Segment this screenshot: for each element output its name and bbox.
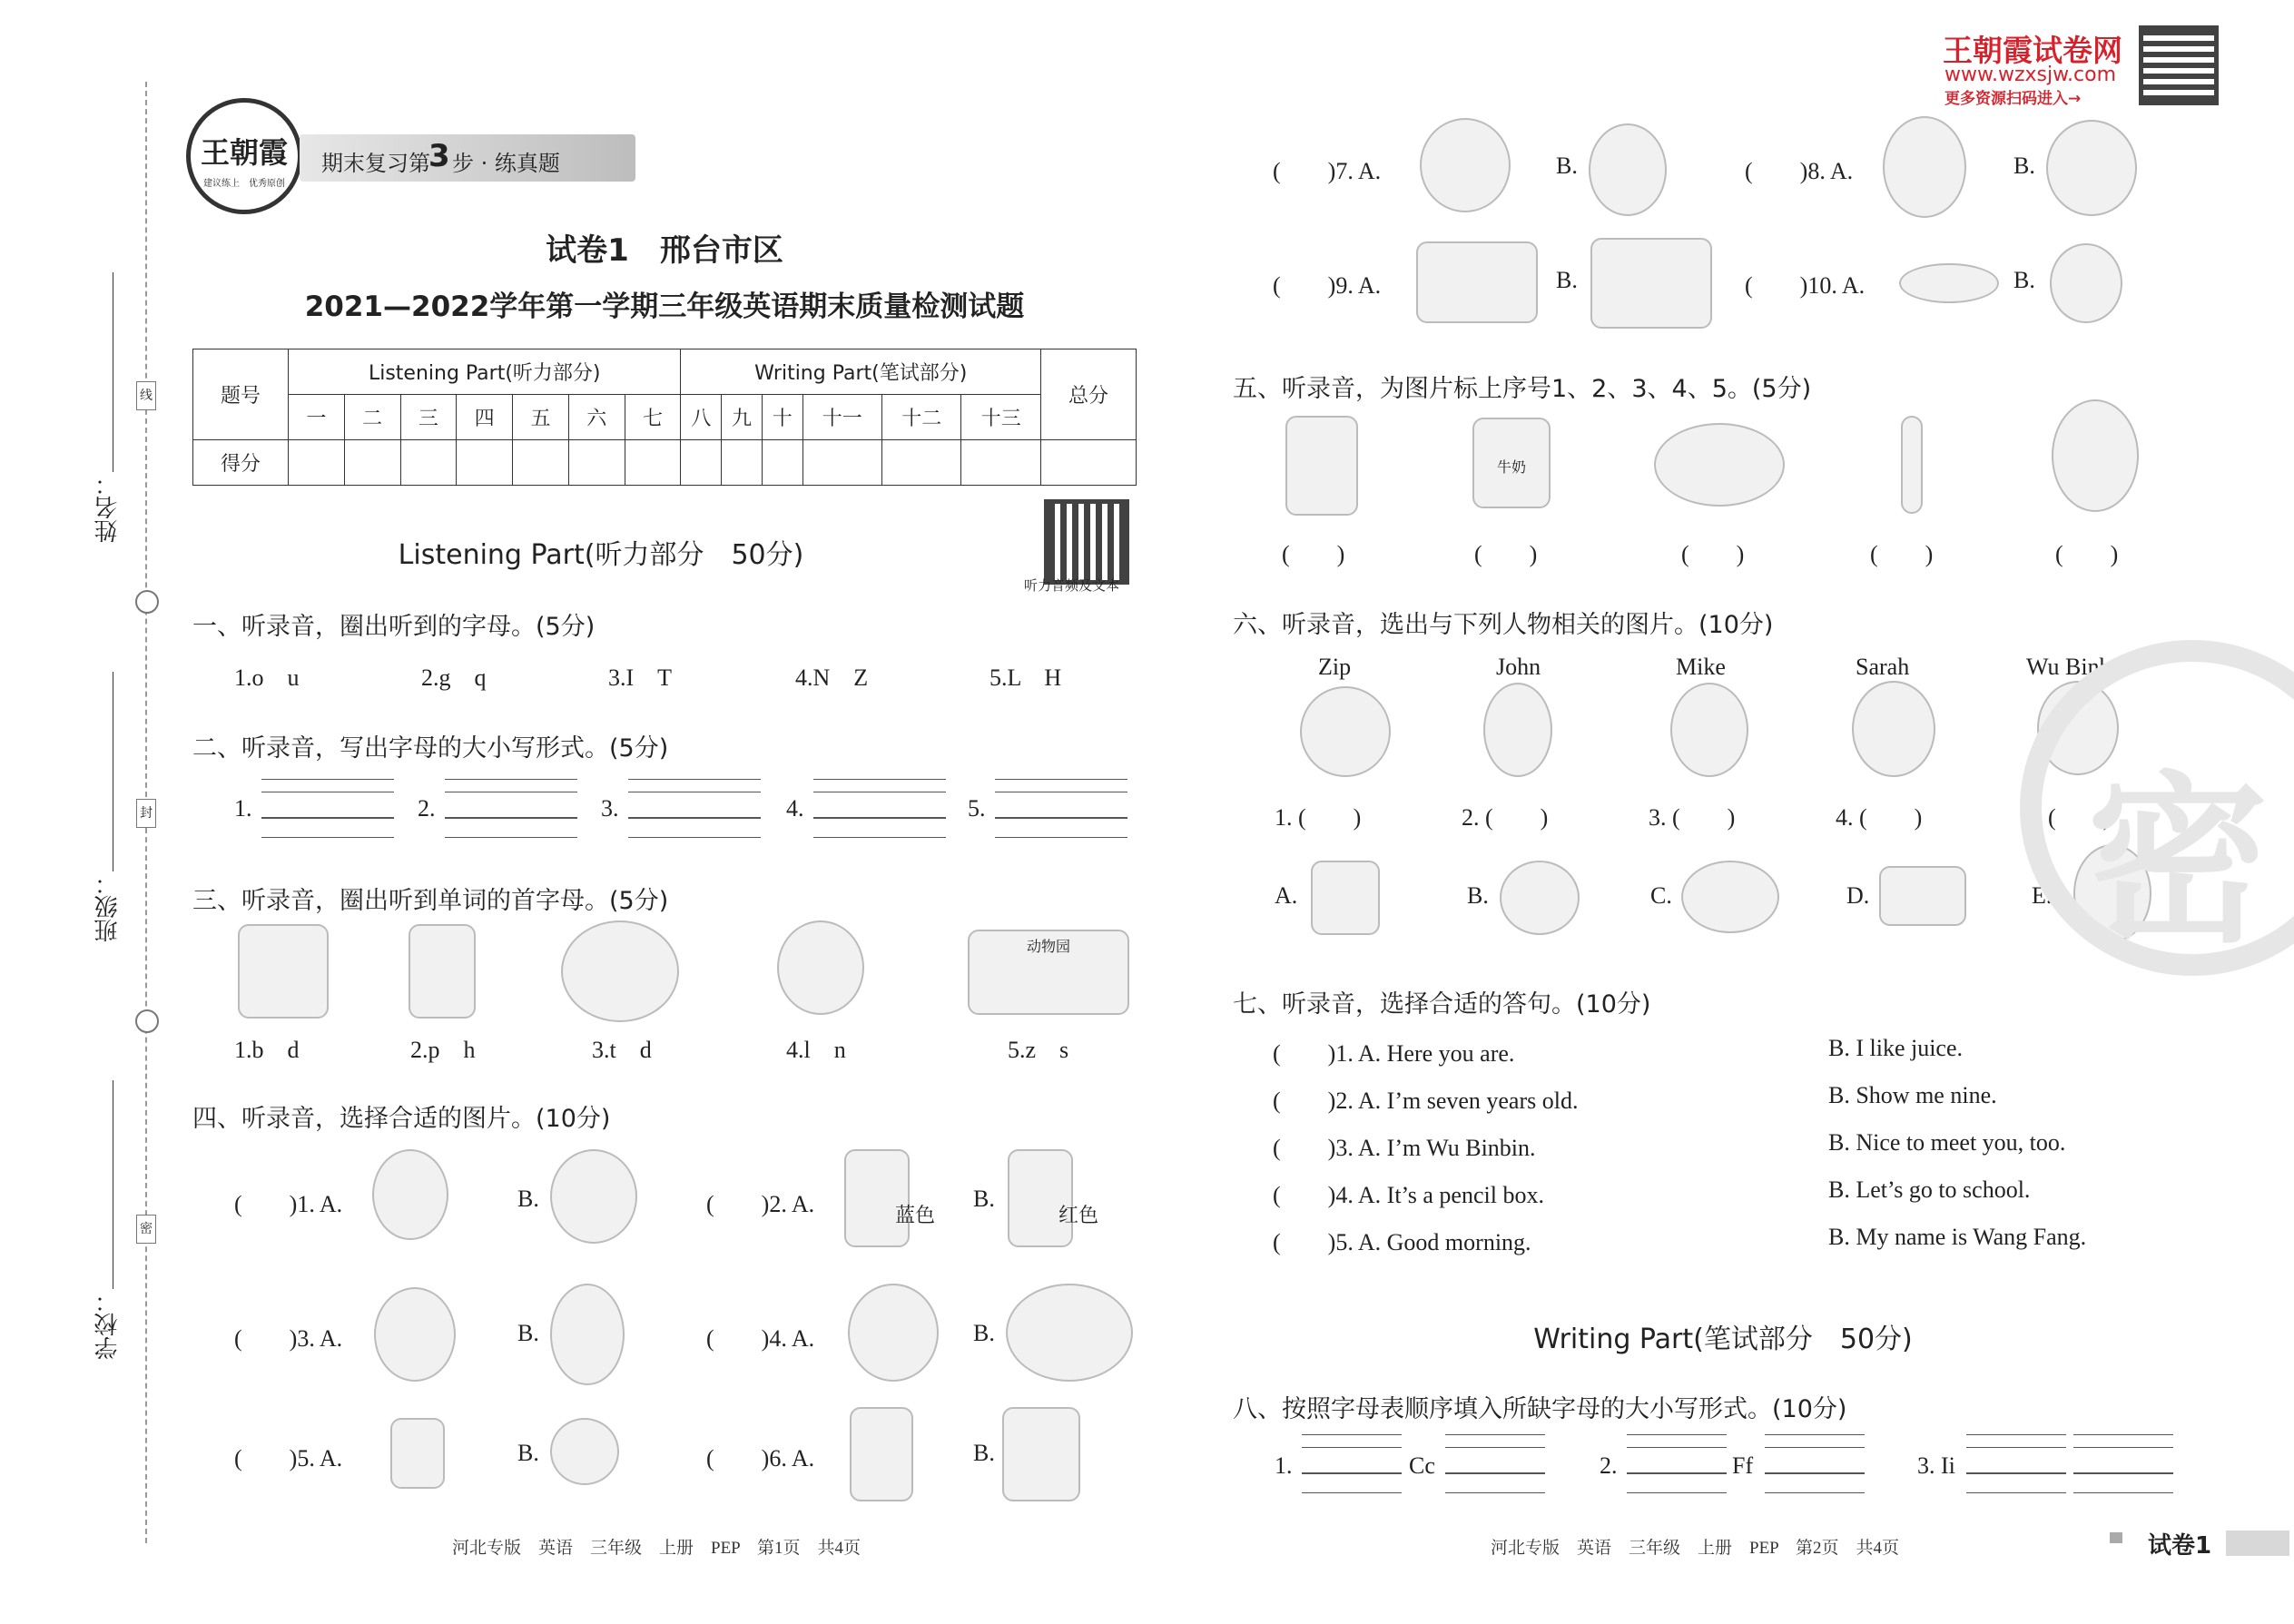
brand-url[interactable]: www.wzxsjw.com bbox=[1944, 64, 2117, 86]
score-col: 十一 bbox=[802, 395, 881, 440]
score-col: 五 bbox=[513, 395, 569, 440]
score-table bbox=[192, 349, 1137, 486]
s5-blank[interactable]: ( ) bbox=[1870, 541, 1934, 567]
s4-4b-picture bbox=[1006, 1284, 1133, 1382]
s3-item[interactable]: 4.l n bbox=[786, 1037, 846, 1063]
s8-item-number: 1. bbox=[1275, 1452, 1293, 1479]
score-col: 一 bbox=[289, 395, 345, 440]
s1-item[interactable]: 2.g q bbox=[421, 664, 487, 691]
s4-6a-picture bbox=[850, 1407, 913, 1501]
s4-item-1[interactable]: ( )1. A. bbox=[234, 1191, 343, 1217]
s4-8b-picture bbox=[2046, 120, 2137, 216]
s1-item[interactable]: 5.L H bbox=[989, 664, 1062, 691]
s6-option-d: D. bbox=[1846, 882, 1870, 909]
s6-option-b: B. bbox=[1467, 882, 1489, 909]
score-col: 四 bbox=[457, 395, 513, 440]
s4-item-5[interactable]: ( )5. A. bbox=[234, 1445, 343, 1471]
bird-picture bbox=[1500, 861, 1580, 935]
eggs-picture bbox=[1899, 263, 1999, 303]
s3-item[interactable]: 2.p h bbox=[410, 1037, 476, 1063]
s4-4b-label: B. bbox=[973, 1320, 995, 1346]
footer-right: 河北专版 英语 三年级 上册 PEP 第2页 共4页 bbox=[1491, 1539, 1900, 1558]
milk-carton-picture bbox=[1472, 418, 1551, 508]
s7-row-a[interactable]: ( )5. A. Good morning. bbox=[1273, 1229, 1531, 1255]
john-picture bbox=[1483, 683, 1552, 777]
blue-color-label: 蓝色 bbox=[895, 1205, 936, 1227]
footer-tag-marker bbox=[2110, 1532, 2122, 1543]
s2-item-number: 4. bbox=[786, 795, 804, 822]
section-6-title: 六、听录音，选出与下列人物相关的图片。(10分) bbox=[1233, 611, 1774, 639]
score-cell[interactable] bbox=[513, 440, 569, 486]
character-name-mike: Mike bbox=[1676, 654, 1726, 680]
s8-given-letter: Cc bbox=[1409, 1452, 1435, 1479]
character-name-sarah: Sarah bbox=[1856, 654, 1910, 680]
step-banner bbox=[300, 134, 635, 182]
s2-item-number: 2. bbox=[418, 795, 436, 822]
seal-watermark-text: 密 bbox=[2086, 756, 2269, 968]
score-col: 三 bbox=[400, 395, 457, 440]
name-label: 姓名： bbox=[94, 472, 122, 543]
section-2-title: 二、听录音，写出字母的大小写形式。(5分) bbox=[192, 734, 669, 763]
s5-blank[interactable]: ( ) bbox=[1282, 541, 1345, 567]
step-number: 3 bbox=[428, 138, 450, 174]
s8-given-letter: Ff bbox=[1732, 1452, 1754, 1479]
section-4-title: 四、听录音，选择合适的图片。(10分) bbox=[192, 1105, 611, 1133]
score-cell[interactable] bbox=[344, 440, 400, 486]
section-5-title: 五、听录音，为图片标上序号1、2、3、4、5。(5分) bbox=[1233, 375, 1812, 403]
s5-blank[interactable]: ( ) bbox=[2055, 541, 2119, 567]
s4-3b-label: B. bbox=[517, 1320, 539, 1346]
s4-8a-picture bbox=[1883, 116, 1966, 218]
s8-item-number: 3. Ii bbox=[1917, 1452, 1955, 1479]
milk-label: 牛奶 bbox=[1496, 458, 1526, 476]
boy-touch-picture bbox=[561, 920, 679, 1022]
pencil-picture bbox=[1901, 416, 1923, 514]
binding-hole bbox=[135, 590, 159, 614]
pizza-picture bbox=[1681, 861, 1779, 933]
section-1-title: 一、听录音，圈出听到的字母。(5分) bbox=[192, 613, 596, 641]
s6-option-c: C. bbox=[1650, 882, 1672, 909]
s4-item-8[interactable]: ( )8. A. bbox=[1745, 158, 1854, 184]
bread-picture bbox=[550, 1418, 619, 1485]
score-cell[interactable] bbox=[457, 440, 513, 486]
duck-picture bbox=[238, 924, 329, 1019]
s7-row-b[interactable]: B. Let’s go to school. bbox=[1828, 1176, 2031, 1203]
score-cell[interactable] bbox=[961, 440, 1041, 486]
hand-picture bbox=[1285, 416, 1358, 516]
step-label: 期末复习第 bbox=[321, 151, 430, 176]
s4-1b-picture bbox=[550, 1149, 637, 1244]
glass-picture bbox=[390, 1418, 445, 1489]
brand-seal-text: 王朝霞 bbox=[200, 135, 288, 170]
pencil-boxes-picture bbox=[1590, 238, 1712, 329]
section-3-title: 三、听录音，圈出听到单词的首字母。(5分) bbox=[192, 887, 669, 915]
s4-7a-picture bbox=[1420, 118, 1511, 212]
crayons-picture bbox=[1416, 241, 1538, 323]
seal-mark-mi: 密 bbox=[136, 1215, 156, 1244]
s3-item[interactable]: 1.b d bbox=[234, 1037, 300, 1063]
s4-5b-label: B. bbox=[517, 1440, 539, 1466]
red-color-label: 红色 bbox=[1058, 1205, 1099, 1227]
score-col: 十 bbox=[762, 395, 802, 440]
zip-picture bbox=[1300, 686, 1391, 777]
footer-paper-tag: 试卷1 bbox=[2148, 1532, 2212, 1560]
s7-row-b[interactable]: B. My name is Wang Fang. bbox=[1828, 1224, 2087, 1250]
footer-tag-bar bbox=[2226, 1530, 2289, 1556]
score-cell[interactable] bbox=[625, 440, 681, 486]
s8-item-number: 2. bbox=[1600, 1452, 1618, 1479]
score-cell[interactable] bbox=[1041, 440, 1137, 486]
score-table-header: 题号 bbox=[193, 349, 289, 440]
s4-9b-label: B. bbox=[1556, 267, 1578, 293]
character-name-john: John bbox=[1496, 654, 1541, 680]
footer-left: 河北专版 英语 三年级 上册 PEP 第1页 共4页 bbox=[452, 1539, 861, 1558]
zoo-sign-text: 动物园 bbox=[1026, 938, 1070, 955]
character-name-zip: Zip bbox=[1318, 654, 1352, 680]
s7-row-a[interactable]: ( )4. A. It’s a pencil box. bbox=[1273, 1182, 1544, 1208]
score-col: 二 bbox=[344, 395, 400, 440]
score-table-writing: Writing Part(笔试部分) bbox=[681, 349, 1041, 395]
s1-item[interactable]: 1.o u bbox=[234, 664, 300, 691]
s4-1b-label: B. bbox=[517, 1186, 539, 1212]
s4-6b-label: B. bbox=[973, 1440, 995, 1466]
s4-1a-picture bbox=[372, 1149, 448, 1240]
school-label: 学校： bbox=[94, 1289, 122, 1360]
s4-item-10[interactable]: ( )10. A. bbox=[1745, 272, 1866, 299]
s4-2b-label: B. bbox=[973, 1186, 995, 1212]
score-cell[interactable] bbox=[289, 440, 345, 486]
s4-4a-picture bbox=[848, 1284, 939, 1382]
s7-row-a[interactable]: ( )2. A. I’m seven years old. bbox=[1273, 1088, 1579, 1114]
s6-option-a: A. bbox=[1275, 882, 1298, 909]
s6-blank[interactable]: 4. ( ) bbox=[1836, 804, 1923, 831]
step-suffix: 步 · 练真题 bbox=[452, 151, 560, 176]
brand-seal-logo bbox=[186, 98, 302, 214]
brand-cta[interactable]: 更多资源扫码进入→ bbox=[1944, 90, 2082, 108]
score-row-label: 得分 bbox=[193, 440, 289, 486]
pig-picture bbox=[1654, 423, 1785, 507]
writing-heading: Writing Part(笔试部分 50分) bbox=[1533, 1324, 1913, 1355]
score-cell[interactable] bbox=[722, 440, 763, 486]
seal-mark-xian: 线 bbox=[136, 381, 156, 410]
score-table-listening: Listening Part(听力部分) bbox=[289, 349, 681, 395]
s6-option-e: E. bbox=[2032, 882, 2053, 909]
s4-7b-picture bbox=[1589, 123, 1667, 216]
s1-item[interactable]: 4.N Z bbox=[795, 664, 869, 691]
mike-picture bbox=[1670, 683, 1748, 777]
brand-qr-icon[interactable] bbox=[2139, 25, 2219, 105]
qr-code-icon[interactable] bbox=[1044, 499, 1129, 585]
paint-jar-picture bbox=[1008, 1149, 1073, 1247]
seal-mark-feng: 封 bbox=[136, 799, 156, 828]
paint-jar-picture bbox=[844, 1149, 910, 1247]
s2-item-number: 5. bbox=[968, 795, 986, 822]
hand-picture bbox=[409, 924, 476, 1019]
s3-item[interactable]: 5.z s bbox=[1008, 1037, 1069, 1063]
paper-subtitle: 2021—2022学年第一学期三年级英语期末质量检测试题 bbox=[304, 290, 1025, 323]
score-cell[interactable] bbox=[802, 440, 881, 486]
panda-picture bbox=[2052, 399, 2139, 512]
hand-point-picture bbox=[1311, 861, 1380, 935]
s3-item[interactable]: 3.t d bbox=[592, 1037, 652, 1063]
s4-item-3[interactable]: ( )3. A. bbox=[234, 1325, 343, 1352]
zoo-gate-picture bbox=[968, 930, 1129, 1015]
score-cell[interactable] bbox=[400, 440, 457, 486]
character-name-wu-binbin: Wu Binbin bbox=[2026, 654, 2130, 680]
s5-blank[interactable]: ( ) bbox=[1474, 541, 1538, 567]
s4-item-6[interactable]: ( )6. A. bbox=[706, 1445, 815, 1471]
binding-hole bbox=[135, 1009, 159, 1033]
s4-8b-label: B. bbox=[2013, 153, 2035, 179]
score-col: 十三 bbox=[961, 395, 1041, 440]
sarah-picture bbox=[1852, 681, 1935, 777]
s4-item-7[interactable]: ( )7. A. bbox=[1273, 158, 1382, 184]
score-cell[interactable] bbox=[568, 440, 625, 486]
section-8-title: 八、按照字母表顺序填入所缺字母的大小写形式。(10分) bbox=[1233, 1395, 1847, 1423]
section-7-title: 七、听录音，选择合适的答句。(10分) bbox=[1233, 990, 1651, 1019]
s4-item-4[interactable]: ( )4. A. bbox=[706, 1325, 815, 1352]
s6-blank[interactable]: 5. ( ) bbox=[2024, 804, 2112, 831]
s4-item-2[interactable]: ( )2. A. bbox=[706, 1191, 815, 1217]
s7-row-b[interactable]: B. I like juice. bbox=[1828, 1035, 1964, 1061]
score-col: 七 bbox=[625, 395, 681, 440]
s6-blank[interactable]: 2. ( ) bbox=[1462, 804, 1549, 831]
s2-item-number: 1. bbox=[234, 795, 252, 822]
s7-row-a[interactable]: ( )1. A. Here you are. bbox=[1273, 1040, 1515, 1067]
score-col: 九 bbox=[722, 395, 763, 440]
boy-nose-picture bbox=[777, 920, 864, 1015]
s7-row-a[interactable]: ( )3. A. I’m Wu Binbin. bbox=[1273, 1135, 1536, 1161]
s5-blank[interactable]: ( ) bbox=[1681, 541, 1745, 567]
brand-name[interactable]: 王朝霞试卷网 bbox=[1943, 33, 2122, 68]
s4-10b-label: B. bbox=[2013, 267, 2035, 293]
s4-7b-label: B. bbox=[1556, 153, 1578, 179]
s4-item-9[interactable]: ( )9. A. bbox=[1273, 272, 1382, 299]
score-table-total: 总分 bbox=[1041, 349, 1137, 440]
score-col: 六 bbox=[568, 395, 625, 440]
score-cell[interactable] bbox=[762, 440, 802, 486]
paper-title: 试卷1 邢台市区 bbox=[546, 232, 783, 269]
s6-blank[interactable]: 1. ( ) bbox=[1275, 804, 1362, 831]
score-col: 十二 bbox=[882, 395, 961, 440]
s6-blank[interactable]: 3. ( ) bbox=[1649, 804, 1736, 831]
s4-6b-picture bbox=[1002, 1407, 1080, 1501]
s1-item[interactable]: 3.I T bbox=[608, 664, 673, 691]
cake-picture bbox=[2050, 243, 2122, 323]
score-cell[interactable] bbox=[681, 440, 722, 486]
s2-item-number: 3. bbox=[601, 795, 619, 822]
listening-heading: Listening Part(听力部分 50分) bbox=[398, 539, 804, 571]
qr-caption: 听力音频及文本 bbox=[1024, 577, 1120, 594]
s7-row-b[interactable]: B. Nice to meet you, too. bbox=[1828, 1129, 2066, 1156]
s7-row-b[interactable]: B. Show me nine. bbox=[1828, 1082, 1997, 1108]
score-col: 八 bbox=[681, 395, 722, 440]
ruler-picture bbox=[1879, 866, 1966, 926]
class-label: 班级： bbox=[94, 871, 122, 942]
s4-3b-picture bbox=[550, 1284, 625, 1385]
s4-3a-picture bbox=[374, 1287, 456, 1382]
score-cell[interactable] bbox=[882, 440, 961, 486]
brand-seal-subtext: 建议练上 优秀原创 bbox=[203, 179, 285, 189]
